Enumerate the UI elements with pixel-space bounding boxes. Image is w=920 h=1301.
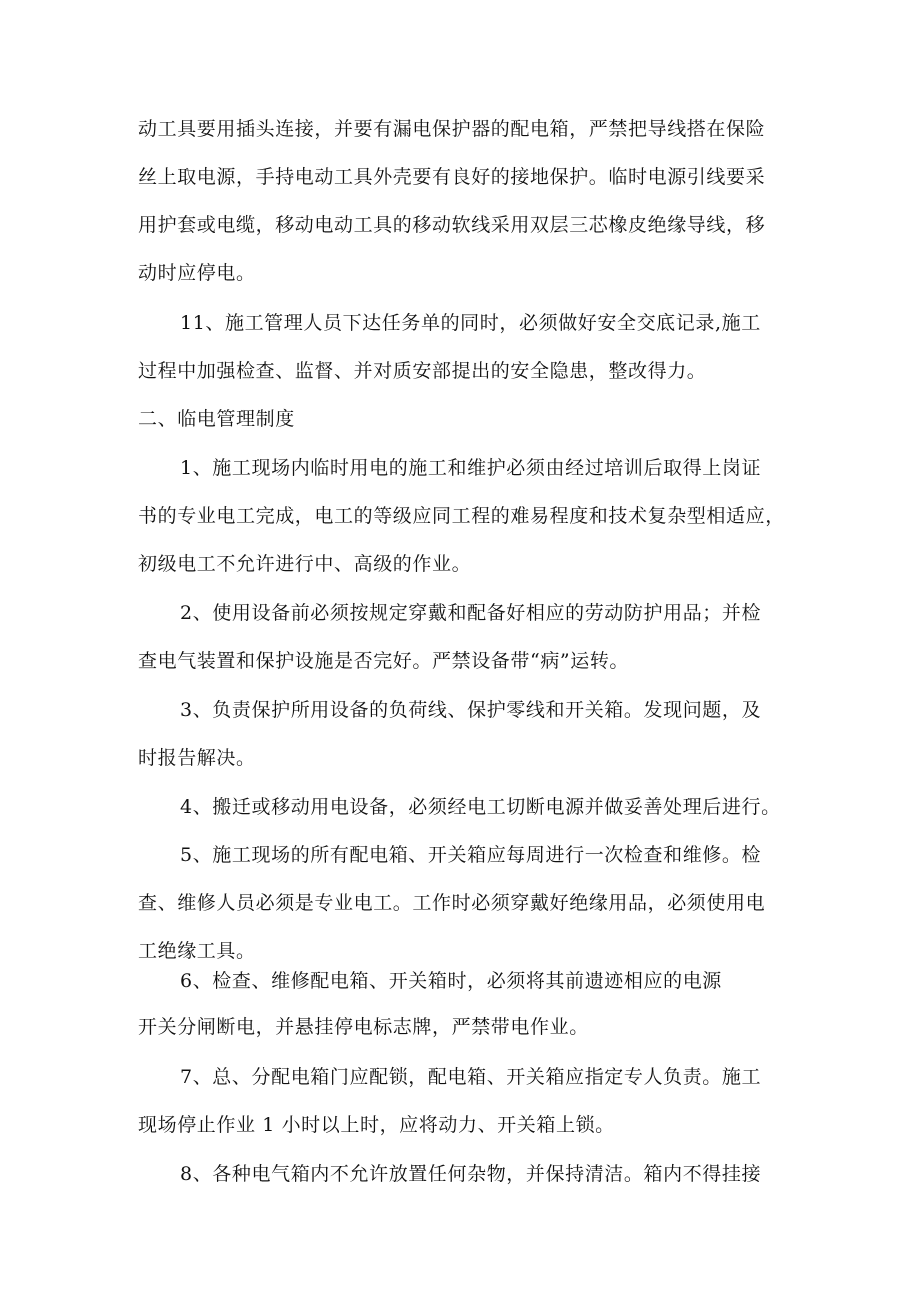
text-line: 现场停止作业 1 小时以上时，应将动力、开关箱上锁。 <box>138 1114 615 1136</box>
text-line: 查、维修人员必须是专业电工。工作时必须穿戴好绝缘用品，必须使用电 <box>138 892 766 914</box>
text-line: 11、施工管理人员下达任务单的同时，必须做好安全交底记录,施工 <box>180 312 761 334</box>
text-line: 书的专业电工完成，电工的等级应同工程的难易程度和技术复杂型相适应， <box>138 505 785 527</box>
text-line: 6、检查、维修配电箱、开关箱时，必须将其前遗迹相应的电源 <box>180 970 722 992</box>
text-line: 4、搬迁或移动用电设备，必须经电工切断电源并做妥善处理后进行。 <box>180 796 781 818</box>
section-heading: 二、临电管理制度 <box>138 408 295 430</box>
text-line: 1、施工现场内临时用电的施工和维护必须由经过培训后取得上岗证 <box>180 457 762 479</box>
text-line: 过程中加强检查、监督、并对质安部提出的安全隐患，整改得力。 <box>138 360 707 382</box>
text-line: 丝上取电源，手持电动工具外壳要有良好的接地保护。临时电源引线要采 <box>138 166 766 188</box>
text-line: 初级电工不允许进行中、高级的作业。 <box>138 553 472 575</box>
text-line: 时报告解决。 <box>138 747 256 769</box>
text-line: 3、负责保护所用设备的负荷线、保护零线和开关箱。发现问题，及 <box>180 699 762 721</box>
text-line: 动工具要用插头连接，并要有漏电保护器的配电箱，严禁把导线搭在保险 <box>138 118 766 140</box>
text-line: 动时应停电。 <box>138 262 256 284</box>
text-line: 7、总、分配电箱门应配锁，配电箱、开关箱应指定专人负责。施工 <box>180 1066 762 1088</box>
text-line: 工绝缘工具。 <box>138 940 256 962</box>
text-line: 查电气装置和保护设施是否完好。严禁设备带“病”运转。 <box>138 650 630 672</box>
text-line: 5、施工现场的所有配电箱、开关箱应每周进行一次检查和维修。检 <box>180 844 762 866</box>
text-line: 8、各种电气箱内不允许放置任何杂物，并保持清洁。箱内不得挂接 <box>180 1163 762 1185</box>
text-line: 用护套或电缆，移动电动工具的移动软线采用双层三芯橡皮绝缘导线，移 <box>138 214 766 236</box>
text-line: 开关分闸断电，并悬挂停电标志牌，严禁带电作业。 <box>138 1016 589 1038</box>
text-line: 2、使用设备前必须按规定穿戴和配备好相应的劳动防护用品；并检 <box>180 602 762 624</box>
